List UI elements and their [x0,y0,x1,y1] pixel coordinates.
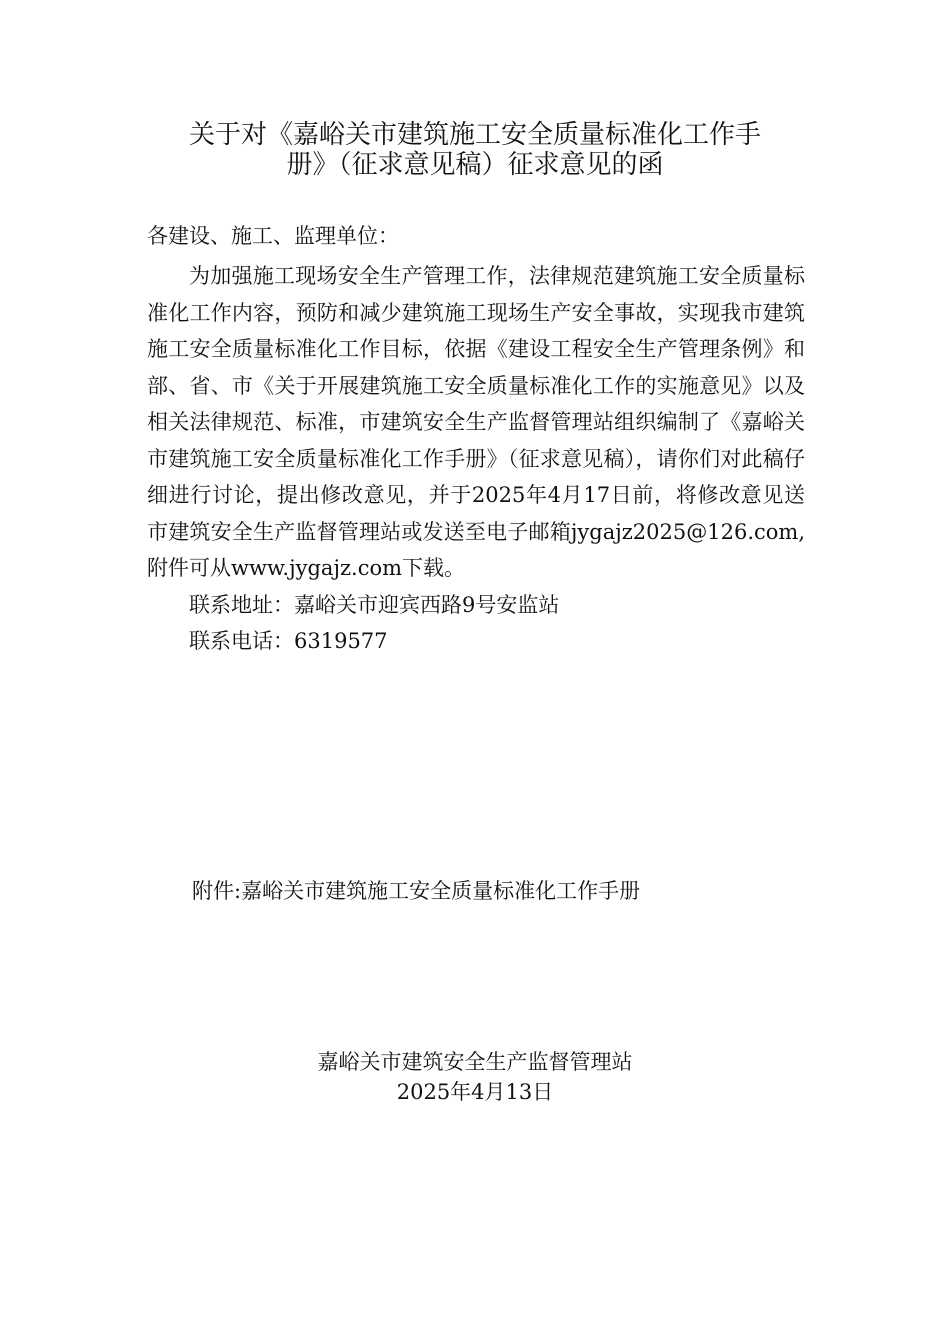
contact-address: 联系地址：嘉峪关市迎宾西路9号安监站 [189,592,560,617]
signature-date: 2025年4月13日 [396,1080,554,1104]
title-line-2: 册》（征求意见稿）征求意见的函 [286,150,664,180]
document-title [130,120,820,180]
attachment-note: 附件:嘉峪关市建筑施工安全质量标准化工作手册 [192,879,641,903]
signature-block [250,1047,700,1107]
contact-phone: 联系电话：6319577 [189,629,388,653]
body-paragraph: 为加强施工现场安全生产管理工作，法律规范建筑施工安全质量标准化工作内容，预防和减少建筑施工现场生产安全事故，实现我市建筑施工安全质量标准化工作目标，依据《建设工程安全生产管理条例》和部、省、市《关于开展建筑施工安全质量标准化工作的实施意见》以及相关法律规范、标准，市建筑安全生产监督管理站组织编制了《嘉峪关市建筑施工安全质量标准化工作手册》（征求意见稿），请你们对此稿仔细进行讨论，提出修改意见，并于2025年4月17日前，将修改意见送市建筑安全生产监督管理站或发送至电子邮箱jygajz2025@126.com,附件可从www.jygajz.com下载。 [147,264,805,580]
title-line-1: 关于对《嘉峪关市建筑施工安全质量标准化工作手 [188,120,761,150]
document-body [147,258,805,660]
signature-organization: 嘉峪关市建筑安全生产监督管理站 [317,1050,633,1074]
salutation: 各建设、施工、监理单位： [147,224,399,248]
